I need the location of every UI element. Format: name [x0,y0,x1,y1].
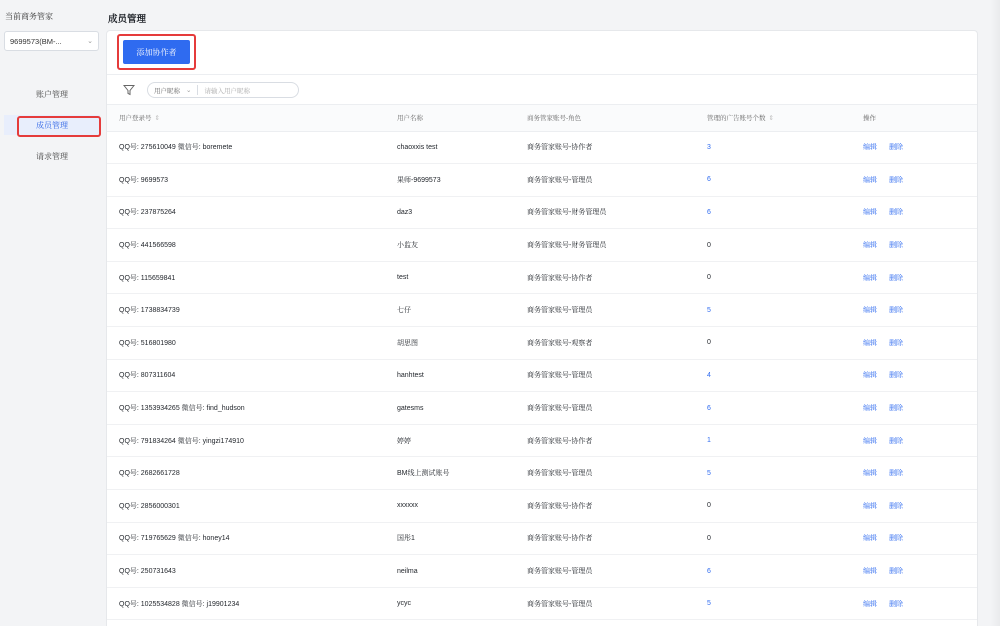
cell-name: chaoxxis test [385,131,515,164]
sidebar [0,0,104,626]
cell-count[interactable]: 6 [695,196,851,229]
cell-role: 商务管家账号-协作者 [515,522,695,555]
table-row [107,261,977,294]
cell-ops [851,457,977,490]
cell-ops [851,131,977,164]
divider [197,85,198,95]
delete-link[interactable]: 删除 [889,405,903,413]
cell-name: xxxxxx [385,490,515,523]
sort-icon[interactable]: ⇕ [768,115,774,123]
chevron-down-icon: ⌄ [186,87,192,94]
scrollbar-track [990,0,1000,626]
cell-role: 商务管家账号-协作者 [515,131,695,164]
cell-role: 商务管家账号-协作者 [515,490,695,523]
edit-link[interactable]: 编辑 [863,405,877,413]
cell-login: QQ号: 719765629 微信号: honey14 [107,522,385,555]
cell-role: 商务管家账号-财务管理员 [515,196,695,229]
cell-role: 商务管家账号-管理员 [515,392,695,425]
cell-login: QQ号: 115659841 [107,261,385,294]
chevron-down-icon: ⌄ [87,38,93,45]
page-title: 成员管理 [108,14,147,25]
cell-role: 商务管家账号-管理员 [515,555,695,588]
edit-link[interactable]: 编辑 [863,568,877,576]
cell-ops [851,555,977,588]
cell-login: QQ号: 791834264 微信号: yingzi174910 [107,424,385,457]
sidebar-item[interactable]: 成员管理 [4,115,100,135]
filter-input-group[interactable] [147,82,299,98]
header-login-label: 用户登录号 [119,115,152,123]
cell-login: QQ号: 237875264 [107,196,385,229]
delete-link[interactable]: 删除 [889,437,903,445]
delete-link[interactable]: 删除 [889,470,903,478]
delete-link[interactable]: 删除 [889,339,903,347]
cell-role: 商务管家账号-管理员 [515,294,695,327]
header-name: 用户名称 [385,105,515,131]
cell-role: 商务管家账号-协作者 [515,424,695,457]
cell-login: QQ号: 441566598 [107,229,385,262]
table-row [107,359,977,392]
edit-link[interactable]: 编辑 [863,274,877,282]
cell-name: 小监友 [385,229,515,262]
cell-role: 商务管家账号-管理员 [515,164,695,197]
cell-count[interactable]: 1 [695,424,851,457]
table-row [107,327,977,360]
delete-link[interactable]: 删除 [889,144,903,152]
cell-count[interactable]: 6 [695,392,851,425]
sidebar-item[interactable]: 请求管理 [36,151,68,161]
sidebar-nav [0,84,104,177]
cell-login: QQ号: 516801980 [107,327,385,360]
cell-name: test [385,261,515,294]
delete-link[interactable]: 删除 [889,535,903,543]
edit-link[interactable]: 编辑 [863,470,877,478]
edit-link[interactable]: 编辑 [863,437,877,445]
cell-ops [851,490,977,523]
delete-link[interactable]: 删除 [889,176,903,184]
edit-link[interactable]: 编辑 [863,372,877,380]
add-collaborator-button[interactable]: 添加协作者 [123,40,190,64]
cell-ops [851,392,977,425]
table-row [107,164,977,197]
sort-icon[interactable]: ⇕ [154,115,160,123]
delete-link[interactable]: 删除 [889,372,903,380]
edit-link[interactable]: 编辑 [863,209,877,217]
cell-role: 商务管家账号-财务管理员 [515,229,695,262]
header-role: 商务管家账号-角色 [515,105,695,131]
sidebar-title: 当前商务管家 [5,12,53,21]
header-login[interactable] [107,105,385,131]
table-row [107,587,977,620]
members-table [107,105,977,620]
cell-count[interactable]: 4 [695,359,851,392]
table-row [107,490,977,523]
header-count[interactable] [695,105,851,131]
delete-link[interactable]: 删除 [889,502,903,510]
table-row [107,196,977,229]
delete-link[interactable]: 删除 [889,600,903,608]
cell-count: 0 [695,522,851,555]
table-header-row [107,105,977,131]
main-panel [106,30,978,626]
cell-count[interactable]: 6 [695,555,851,588]
delete-link[interactable]: 删除 [889,242,903,250]
cell-count: 0 [695,229,851,262]
cell-ops [851,587,977,620]
cell-login: QQ号: 2682661728 [107,457,385,490]
cell-role: 商务管家账号-管理员 [515,359,695,392]
cell-login: QQ号: 807311604 [107,359,385,392]
filter-field-select[interactable]: 用户昵称 [154,87,180,95]
cell-login: QQ号: 2856000301 [107,490,385,523]
filter-icon[interactable] [123,84,135,96]
table-row [107,457,977,490]
edit-link[interactable]: 编辑 [863,176,877,184]
cell-login: QQ号: 1025534828 微信号: j19901234 [107,587,385,620]
edit-link[interactable]: 编辑 [863,535,877,543]
delete-link[interactable]: 删除 [889,274,903,282]
edit-link[interactable]: 编辑 [863,144,877,152]
cell-ops [851,522,977,555]
cell-count: 0 [695,327,851,360]
cell-count[interactable]: 6 [695,164,851,197]
cell-name: BM线上测试账号 [385,457,515,490]
cell-role: 商务管家账号-管理员 [515,457,695,490]
cell-role: 商务管家账号-管理员 [515,587,695,620]
cell-ops [851,261,977,294]
edit-link[interactable]: 编辑 [863,339,877,347]
cell-ops [851,229,977,262]
cell-count[interactable]: 3 [695,131,851,164]
cell-login: QQ号: 1738834739 [107,294,385,327]
cell-name: ycyc [385,587,515,620]
cell-name: gatesms [385,392,515,425]
header-ops: 操作 [851,105,977,131]
cell-name: 七仔 [385,294,515,327]
table-row [107,131,977,164]
toolbar [107,31,977,75]
delete-link[interactable]: 删除 [889,568,903,576]
cell-role: 商务管家账号-观察者 [515,327,695,360]
edit-link[interactable]: 编辑 [863,242,877,250]
cell-ops [851,359,977,392]
account-select[interactable] [4,31,99,51]
cell-count[interactable]: 5 [695,457,851,490]
sidebar-item[interactable]: 账户管理 [36,89,68,99]
header-count-label: 管理的广告账号个数 [707,115,766,123]
cell-ops [851,164,977,197]
cell-role: 商务管家账号-协作者 [515,261,695,294]
table-row [107,229,977,262]
table-row [107,294,977,327]
cell-name: 婷婷 [385,424,515,457]
edit-link[interactable]: 编辑 [863,600,877,608]
add-button-highlight [117,34,196,70]
filter-search-input[interactable]: 请输入用户昵称 [204,87,250,95]
cell-name: 果师-9699573 [385,164,515,197]
cell-login: QQ号: 250731643 [107,555,385,588]
table-row [107,424,977,457]
cell-login: QQ号: 9699573 [107,164,385,197]
cell-count[interactable]: 5 [695,587,851,620]
cell-name: neilma [385,555,515,588]
edit-link[interactable]: 编辑 [863,502,877,510]
delete-link[interactable]: 删除 [889,307,903,315]
cell-count: 0 [695,261,851,294]
cell-login: QQ号: 1353934265 微信号: find_hudson [107,392,385,425]
account-select-value: 9699573(BM-... [10,36,62,46]
table-body [107,131,977,620]
cell-name: 国彤1 [385,522,515,555]
filter-row [107,75,977,105]
cell-name: daz3 [385,196,515,229]
cell-name: hanhtest [385,359,515,392]
cell-name: 胡思图 [385,327,515,360]
edit-link[interactable]: 编辑 [863,307,877,315]
cell-ops [851,196,977,229]
cell-ops [851,294,977,327]
table-row [107,392,977,425]
cell-count[interactable]: 5 [695,294,851,327]
cell-ops [851,424,977,457]
table-row [107,555,977,588]
cell-login: QQ号: 275610049 微信号: boremete [107,131,385,164]
cell-ops [851,327,977,360]
table-row [107,522,977,555]
delete-link[interactable]: 删除 [889,209,903,217]
cell-count: 0 [695,490,851,523]
